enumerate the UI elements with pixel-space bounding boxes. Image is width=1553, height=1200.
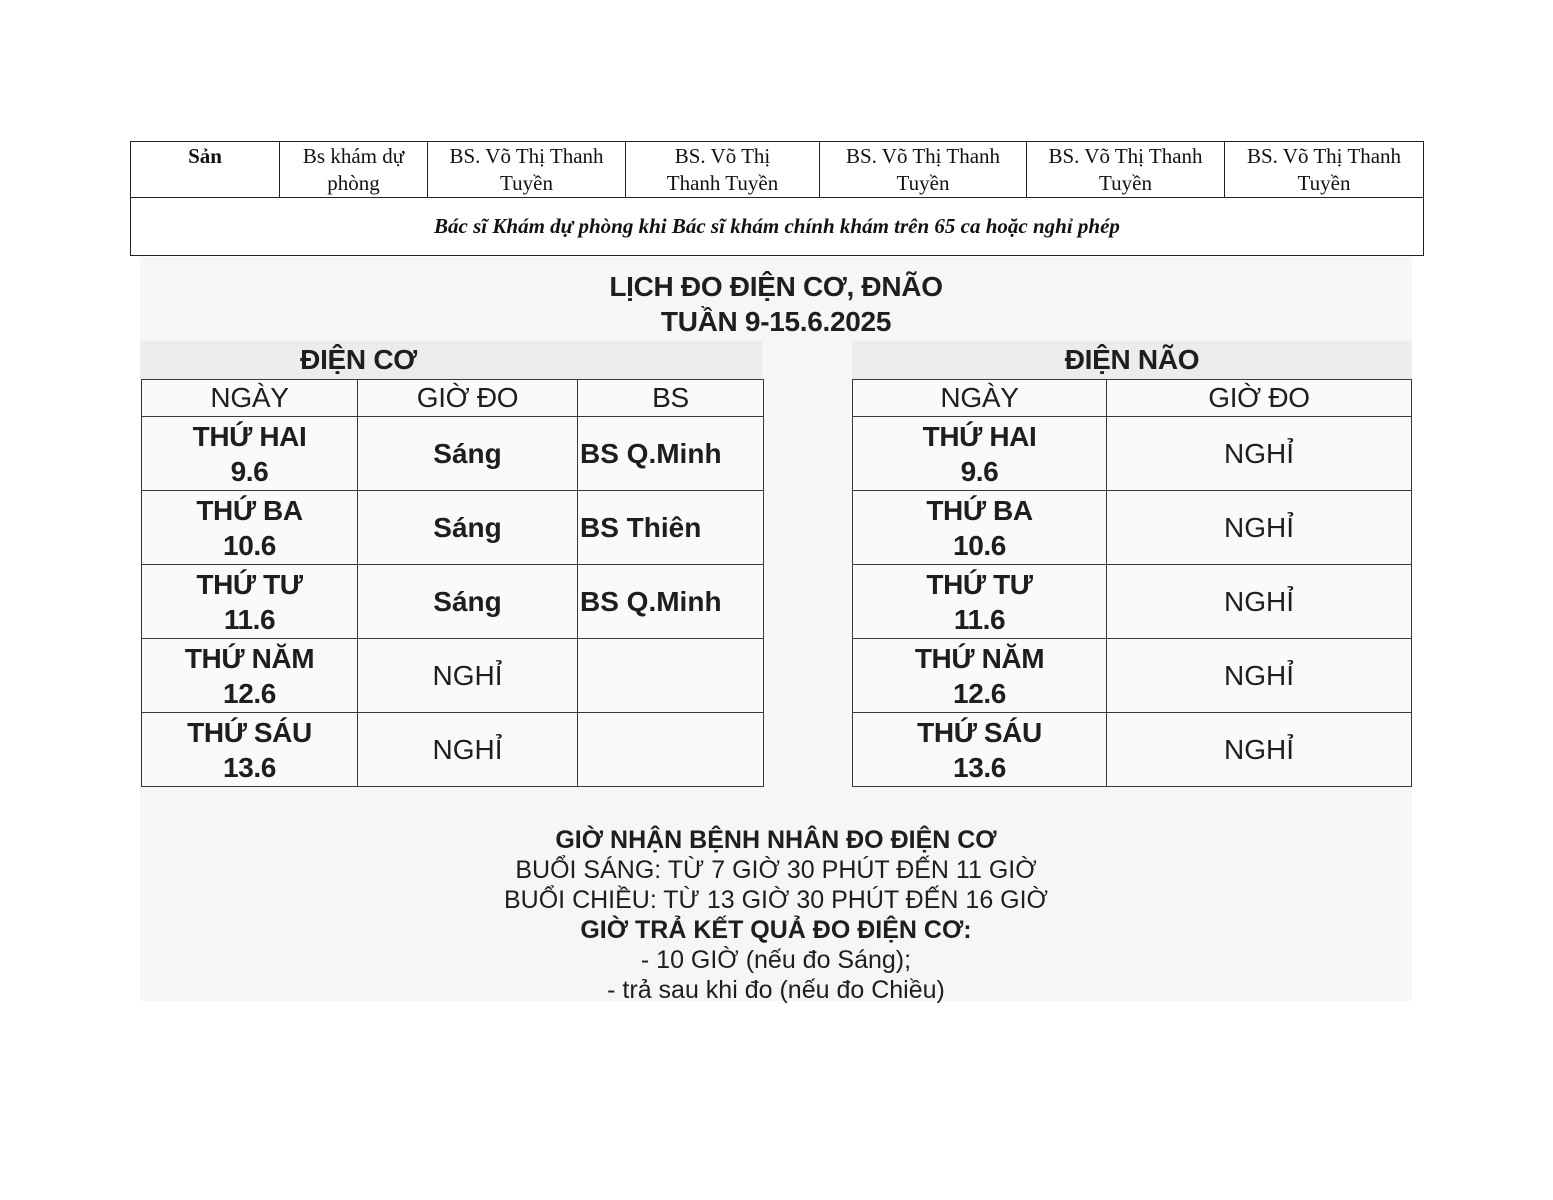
time-cell: NGHỈ (1107, 713, 1412, 787)
column-header: NGÀY (853, 380, 1107, 417)
table-row (131, 198, 1424, 256)
table-row (853, 417, 1412, 491)
schedule-title: LỊCH ĐO ĐIỆN CƠ, ĐNÃO (609, 271, 943, 302)
day-cell: THỨ NĂM 12.6 (142, 639, 358, 713)
day-cell: THỨ NĂM 12.6 (853, 639, 1107, 713)
role-cell: Bs khám dự phòng (280, 142, 428, 198)
notes-line: - trả sau khi đo (nếu đo Chiều) (607, 976, 945, 1004)
doctor-cell: BS Q.Minh (578, 417, 764, 491)
table-row (142, 565, 764, 639)
time-cell: NGHỈ (358, 639, 578, 713)
column-header: BS (578, 380, 764, 417)
notes-line: BUỔI CHIỀU: TỪ 13 GIỜ 30 PHÚT ĐẾN 16 GIỜ (504, 886, 1048, 914)
doctor-cell: BS. Võ Thị Thanh Tuyền (820, 142, 1027, 198)
column-header: GIỜ ĐO (1107, 380, 1412, 417)
schedule-notes (140, 825, 1412, 1005)
table-row (853, 491, 1412, 565)
table-row (142, 713, 764, 787)
doctor-cell: BS Thiên (578, 491, 764, 565)
table-header-row (142, 380, 764, 417)
doctor-cell (578, 713, 764, 787)
table-row (142, 491, 764, 565)
table-row (131, 142, 1424, 198)
department-cell: Sản (131, 142, 280, 198)
day-cell: THỨ TƯ 11.6 (142, 565, 358, 639)
emg-table (141, 379, 764, 787)
doctor-cell: BS Q.Minh (578, 565, 764, 639)
notes-line: BUỔI SÁNG: TỪ 7 GIỜ 30 PHÚT ĐẾN 11 GIỜ (515, 856, 1037, 884)
table-row (142, 417, 764, 491)
eeg-table (852, 379, 1412, 787)
day-cell: THỨ TƯ 11.6 (853, 565, 1107, 639)
notes-line: - 10 GIỜ (nếu đo Sáng); (640, 946, 912, 974)
day-cell: THỨ SÁU 13.6 (142, 713, 358, 787)
time-cell: NGHỈ (1107, 417, 1412, 491)
doctor-cell: BS. Võ Thị Thanh Tuyền (1027, 142, 1225, 198)
day-cell: THỨ HAI 9.6 (142, 417, 358, 491)
time-cell: NGHỈ (1107, 491, 1412, 565)
doctor-roster-table (130, 141, 1424, 256)
time-cell: Sáng (358, 417, 578, 491)
table-row (853, 713, 1412, 787)
time-cell: NGHỈ (358, 713, 578, 787)
table-header-row (853, 380, 1412, 417)
doctor-cell (578, 639, 764, 713)
doctor-cell: BS. Võ Thị Thanh Tuyền (1225, 142, 1424, 198)
time-cell: NGHỈ (1107, 639, 1412, 713)
time-cell: NGHỈ (1107, 565, 1412, 639)
emg-section-label: ĐIỆN CƠ (300, 344, 417, 375)
schedule-week: TUẦN 9-15.6.2025 (660, 306, 892, 337)
table-row (853, 565, 1412, 639)
day-cell: THỨ HAI 9.6 (853, 417, 1107, 491)
day-cell: THỨ BA 10.6 (853, 491, 1107, 565)
note-cell: Bác sĩ Khám dự phòng khi Bác sĩ khám chính khám trên 65 ca hoặc nghỉ phép (131, 198, 1424, 256)
eeg-section-label: ĐIỆN NÃO (1064, 344, 1200, 375)
notes-heading: GIỜ NHẬN BỆNH NHÂN ĐO ĐIỆN CƠ (555, 826, 997, 854)
column-header: NGÀY (142, 380, 358, 417)
emg-eeg-schedule (140, 257, 1412, 1004)
doctor-cell: BS. Võ Thị Thanh Tuyền (428, 142, 626, 198)
day-cell: THỨ SÁU 13.6 (853, 713, 1107, 787)
notes-heading: GIỜ TRẢ KẾT QUẢ ĐO ĐIỆN CƠ: (580, 916, 972, 944)
doctor-cell: BS. Võ Thị Thanh Tuyền (626, 142, 820, 198)
time-cell: Sáng (358, 565, 578, 639)
day-cell: THỨ BA 10.6 (142, 491, 358, 565)
column-header: GIỜ ĐO (358, 380, 578, 417)
table-row (853, 639, 1412, 713)
table-row (142, 639, 764, 713)
time-cell: Sáng (358, 491, 578, 565)
